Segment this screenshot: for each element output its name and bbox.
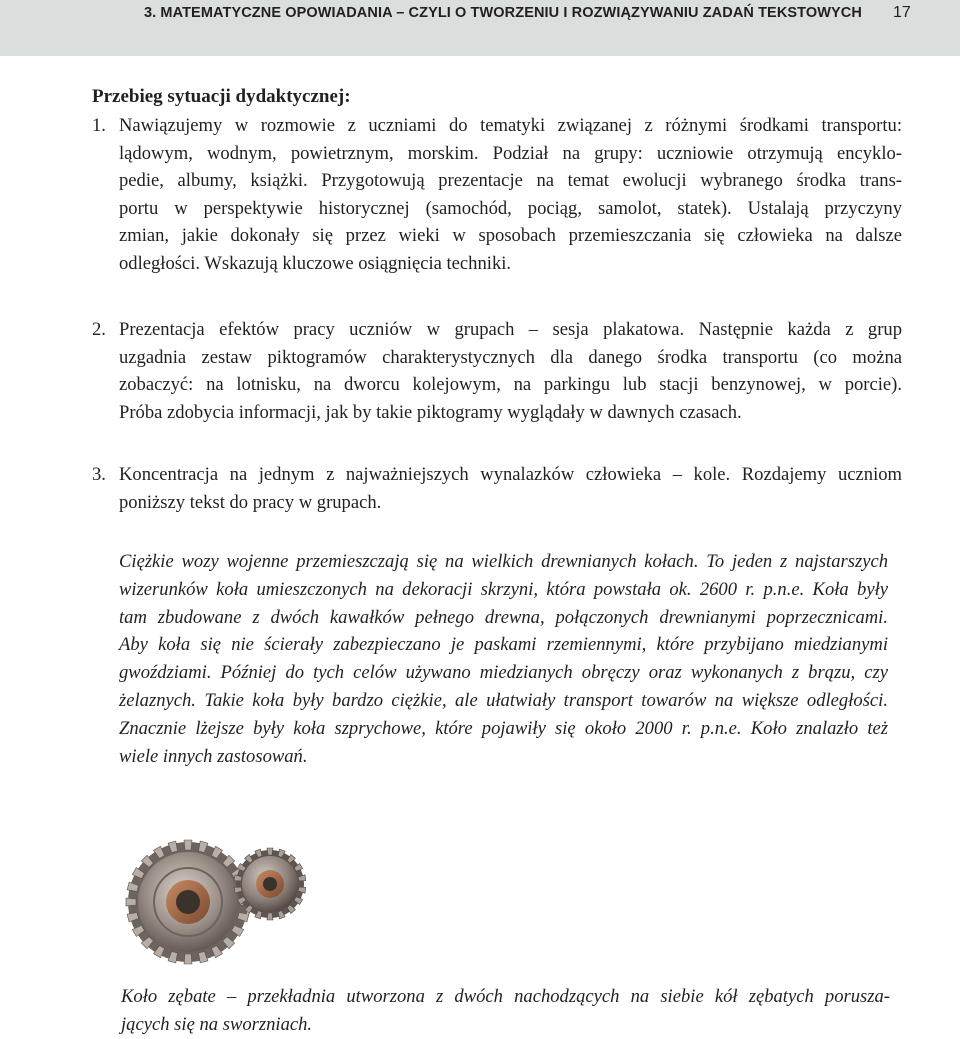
text-line: pedie, albumy, książki. Przygotowują prezentacje na temat ewolucji wybranego środka trans-	[119, 170, 902, 191]
quote-line: żelaznych. Takie koła były bardzo ciężkie, ale ułatwiały transport towarów na większe odległości.	[119, 689, 888, 711]
caption-line: Koło zębate – przekładnia utworzona z dwóch nachodzących na siebie kół zębatych porusza-	[121, 986, 890, 1007]
list-item-number: 1.	[92, 115, 106, 136]
text-line: Nawiązujemy w rozmowie z uczniami do tematyki związanej z różnymi środkami transportu:	[119, 115, 902, 136]
text-line: Prezentacja efektów pracy uczniów w grupach – sesja plakatowa. Następnie każda z grup	[119, 319, 902, 340]
chapter-title: 3. MATEMATYCZNE OPOWIADANIA – CZYLI O TWORZENIU I ROZWIĄZYWANIU ZADAŃ TEKSTOWYCH	[144, 5, 862, 21]
quote-line: Znacznie lżejsze były koła szprychowe, które pojawiły się około 2000 r. p.n.e. Koło znalazło też	[119, 717, 888, 739]
text-line: zobaczyć: na lotnisku, na dworcu kolejowym, na parkingu lub stacji benzynowej, w porcie).	[119, 374, 902, 395]
text-line: odległości. Wskazują kluczowe osiągnięcia techniki.	[119, 252, 512, 274]
text-line: zmian, jakie dokonały się przez wieki w sposobach przemieszczania się człowieka na dalsze	[119, 225, 902, 246]
text-line: poniższy tekst do pracy w grupach.	[119, 491, 382, 513]
list-item-text	[119, 112, 902, 277]
quote-line: gwoździami. Później do tych celów używano miedzianych obręczy oraz wykonanych z brązu, czy	[119, 662, 888, 684]
figure-caption	[121, 983, 890, 1039]
text-line: Próba zdobycia informacji, jak by takie piktogramy wyglądały w dawnych czasach.	[119, 401, 742, 423]
quote-line: Aby koła się nie ścierały zabezpieczano je paskami rzemiennymi, które przybijano miedzianymi	[119, 634, 888, 656]
page-number: 17	[893, 4, 911, 21]
running-header	[0, 0, 960, 56]
quote-line: wiele innych zastosowań.	[119, 745, 308, 767]
caption-line: jących się na sworzniach.	[121, 1013, 313, 1035]
quote-line: tam zbudowane z dwóch kawałków pełnego drewna, połączonych drewnianymi poprzecznicami.	[119, 606, 888, 628]
list-item-text	[119, 461, 902, 516]
quote-line: Ciężkie wozy wojenne przemieszczają się na wielkich drewnianych kołach. To jeden z najstarszych	[119, 551, 888, 572]
list-item-2	[92, 316, 902, 426]
bevel-gears-icon	[120, 826, 306, 966]
list-item-number: 3.	[92, 464, 106, 485]
list-item-number: 2.	[92, 319, 106, 340]
text-line: Koncentracja na jednym z najważniejszych wynalazków człowieka – kole. Rozdajemy uczniom	[119, 464, 902, 485]
list-item-text	[119, 316, 902, 426]
text-line: portu w perspektywie historycznej (samochód, pociąg, samolot, statek). Ustalają przyczyny	[119, 197, 902, 219]
section-heading: Przebieg sytuacji dydaktycznej:	[92, 86, 351, 107]
text-line: uzgadnia zestaw piktogramów charakterystycznych dla danego środka transportu (co można	[119, 346, 902, 368]
quote-line: wizerunków koła umieszczonych na dekoracji skrzyni, która powstała ok. 2600 r. p.n.e. Koła były	[119, 578, 888, 600]
text-line: lądowym, wodnym, powietrznym, morskim. Podział na grupy: uczniowie otrzymują encyklo-	[119, 142, 902, 164]
list-item-1	[92, 112, 902, 277]
list-item-3	[92, 461, 902, 516]
wheel-history-quote	[119, 548, 888, 770]
